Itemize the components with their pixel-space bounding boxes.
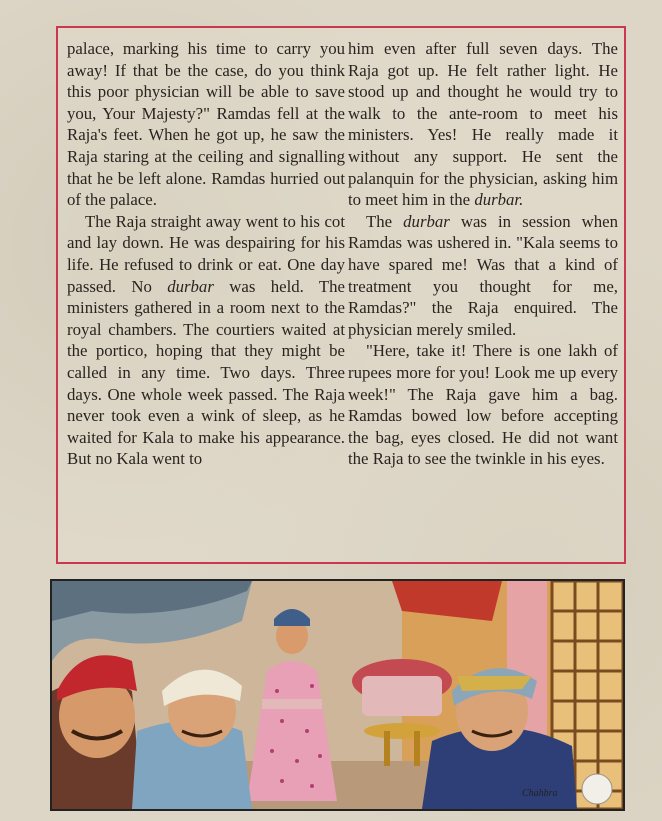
corner-logo-icon	[582, 774, 612, 804]
right-paragraph-1-start: him even after full seven days. The Raja got up. He felt rather light. He stood up and thought he would try to walk to the ante-room to meet his ministers. Yes! He really made it without any support. He sent the palanquin for the physician, asking him to meet him in the	[348, 39, 618, 210]
left-paragraph-2	[67, 211, 345, 470]
left-paragraph-1: palace, marking his time to carry you away! If that be the case, do you think this poor physician will be able to save you, Your Majesty?" Ramdas fell at the Raja's feet. When he got up, he saw the Raja staring at the ceiling and signalling that he be left alone. Ramdas hurried out of the palace.	[67, 39, 345, 210]
court-scene-illustration	[50, 579, 625, 811]
right-paragraph-1	[348, 38, 618, 211]
durbar-word: durbar	[167, 276, 214, 296]
story-text-frame	[56, 26, 626, 564]
right-paragraph-2-rest: was in session when Ramdas was ushered in. "Kala seems to have spared me! Was that a kind of treatment you thought for me, Ramdas?" the Raja enquired. The physician merely smiled.	[348, 211, 618, 339]
durbar-word: durbar.	[474, 190, 524, 210]
left-paragraph-2-rest: was held. The ministers gathered in a room next to the royal chambers. The courtiers waited at the portico, hoping that they might be called in any time. Two days. Three days. One whole week passed. The Raja never took even a wink of sleep, as he waited for Kala to make his appearance. But no Kala went to	[67, 276, 345, 469]
right-paragraph-3: "Here, take it! There is one lakh of rupees more for you! Look me up every week!" The Raja gave him a bag. Ramdas bowed low before accepting the bag, eyes closed. He did not want the Raja to see the twinkle in his eyes.	[348, 341, 618, 469]
right-paragraph-2-start: The	[366, 211, 404, 231]
courtier-red-turban	[52, 655, 142, 809]
durbar-word: durbar	[403, 211, 450, 231]
right-text-column	[348, 38, 618, 470]
left-text-column	[67, 38, 345, 470]
artist-signature: Chahbra	[522, 788, 558, 799]
left-paragraph-2-start: The Raja straight away went to his cot and lay down. He was despairing for his life. He refused to drink or eat. One day passed. No	[67, 211, 345, 296]
right-paragraph-2	[348, 211, 618, 341]
